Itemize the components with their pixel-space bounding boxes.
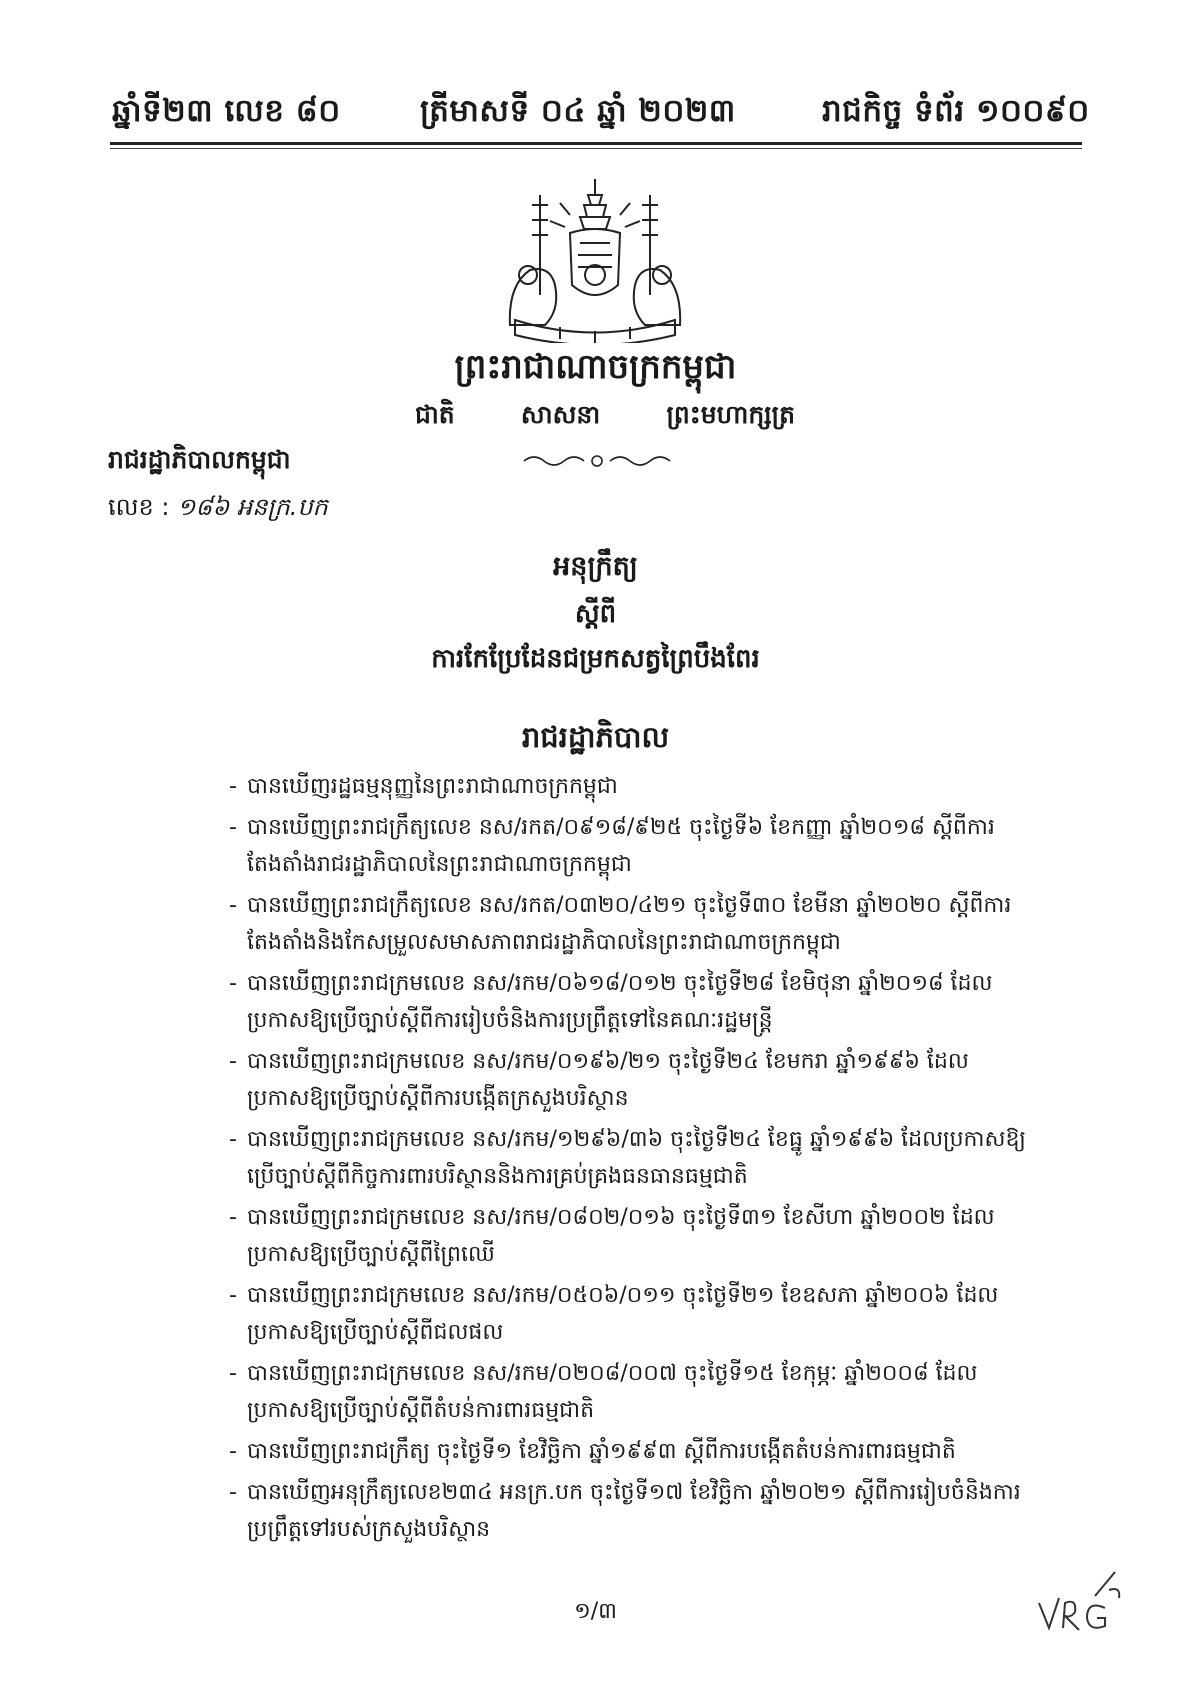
ornament-icon — [522, 450, 672, 472]
clause-item: - បានឃើញរដ្ឋធម្មនុញ្ញនៃព្រះរាជាណាចក្រកម្ពុជា — [235, 768, 1035, 805]
kingdom-title: ព្រះរាជាណាចក្រកម្ពុជា — [454, 347, 737, 387]
clause-item: - បានឃើញព្រះរាជក្រមលេខ នស/រកម/០៥០៦/០១១ ចុះថ្ងៃទី២១ ខែឧសភា ឆ្នាំ២០០៦ ដែលប្រកាសឱ្យប្រើច្បាប់ស្តីពីជលផល — [235, 1277, 1035, 1351]
clause-item: - បានឃើញអនុក្រឹត្យលេខ២៣៤ អនក្រ.បក ចុះថ្ងៃទី១៧ ខែវិច្ឆិកា ឆ្នាំ២០២១ ស្តីពីការរៀបចំនិងការប្រព្រឹត្តទៅរបស់ក្រសួងបរិស្ថាន — [235, 1474, 1035, 1548]
gazette-quarter: ត្រីមាសទី ០៤ ឆ្នាំ ២០២៣ — [420, 93, 736, 129]
clause-item: - បានឃើញព្រះរាជក្រមលេខ នស/រកម/០១៩៦/២១ ចុះថ្ងៃទី២៤ ខែមករា ឆ្នាំ១៩៩៦ ដែលប្រកាសឱ្យប្រើច្បាប់ស្តីពីការបង្កើតក្រសួងបរិស្ថាន — [235, 1043, 1035, 1117]
clause-item: - បានឃើញព្រះរាជក្រមលេខ នស/រកម/១២៩៦/៣៦ ចុះថ្ងៃទី២៤ ខែធ្នូ ឆ្នាំ១៩៩៦ ដែលប្រកាសឱ្យប្រើច្បាប់ស្តីពីកិច្ចការពារបរិស្ថាននិងការគ្រប់គ្រងធនធានធម្មជាតិ — [235, 1121, 1035, 1195]
motto-religion: សាសនា — [520, 400, 601, 429]
clause-item: - បានឃើញព្រះរាជក្រមលេខ នស/រកម/០២០៨/០០៧ ចុះថ្ងៃទី១៥ ខែកុម្ភៈ ឆ្នាំ២០០៨ ដែលប្រកាសឱ្យប្រើច្បាប់ស្តីពីតំបន់ការពារធម្មជាតិ — [235, 1355, 1035, 1429]
clause-item: - បានឃើញព្រះរាជក្រឹត្យលេខ នស/រកត/០៣២០/៤២១ ចុះថ្ងៃទី៣០ ខែមីនា ឆ្នាំ២០២០ ស្តីពីការតែងតាំងនិងកែសម្រួលសមាសភាពរាជរដ្ឋាភិបាលនៃព្រះរាជាណាចក្រកម្ពុជា — [235, 887, 1035, 961]
national-motto — [415, 400, 795, 436]
royal-emblem-icon — [500, 175, 690, 343]
issuing-authority: រាជរដ្ឋាភិបាល — [521, 720, 670, 754]
issuing-government: រាជរដ្ឋាភិបាលកម្ពុជា — [108, 445, 291, 474]
header-rule-thin — [110, 148, 1082, 149]
document-subject: ការកែប្រែដែនជម្រកសត្វព្រៃបឹងពែរ — [431, 644, 760, 674]
preamble-clauses — [235, 768, 1035, 1552]
reference-label: លេខ : — [108, 493, 170, 521]
clause-item: - បានឃើញព្រះរាជក្រឹត្យ ចុះថ្ងៃទី១ ខែវិច្ឆិកា ឆ្នាំ១៩៩៣ ស្តីពីការបង្កើតតំបន់ការពារធម្មជាតិ — [235, 1433, 1035, 1470]
signature-initials — [1035, 1568, 1125, 1638]
clause-item: - បានឃើញព្រះរាជក្រឹត្យលេខ នស/រកត/០៩១៨/៩២៥ ចុះថ្ងៃទី៦ ខែកញ្ញា ឆ្នាំ២០១៨ ស្តីពីការតែងតាំងរាជរដ្ឋាភិបាលនៃព្រះរាជាណាចក្រកម្ពុជា — [235, 809, 1035, 883]
header-rule — [110, 142, 1082, 145]
document-type: អនុក្រឹត្យ — [553, 551, 638, 582]
reference-number — [108, 492, 328, 527]
motto-king: ព្រះមហាក្សត្រ — [666, 400, 795, 429]
subject-label: ស្តីពី — [574, 599, 617, 629]
clause-item: - បានឃើញព្រះរាជក្រមលេខ នស/រកម/០៦១៨/០១២ ចុះថ្ងៃទី២៨ ខែមិថុនា ឆ្នាំ២០១៨ ដែលប្រកាសឱ្យប្រើច្បាប់ស្តីពីការរៀបចំនិងការប្រព្រឹត្តទៅនៃគណៈរដ្ឋមន្ត្រី — [235, 965, 1035, 1039]
gazette-page-ref: រាជកិច្ច ទំព័រ ១០០៩០ — [822, 93, 1090, 129]
clause-item: - បានឃើញព្រះរាជក្រមលេខ នស/រកម/០៨០២/០១៦ ចុះថ្ងៃទី៣១ ខែសីហា ឆ្នាំ២០០២ ដែលប្រកាសឱ្យប្រើច្បាប់ស្តីពីព្រៃឈើ — [235, 1199, 1035, 1273]
reference-value: ១៨៦ អនក្រ.បក — [177, 493, 328, 521]
motto-nation: ជាតិ — [415, 400, 455, 429]
page-number: ១/៣ — [574, 1599, 617, 1624]
gazette-year-issue: ឆ្នាំទី២៣ លេខ ៨០ — [112, 93, 341, 129]
